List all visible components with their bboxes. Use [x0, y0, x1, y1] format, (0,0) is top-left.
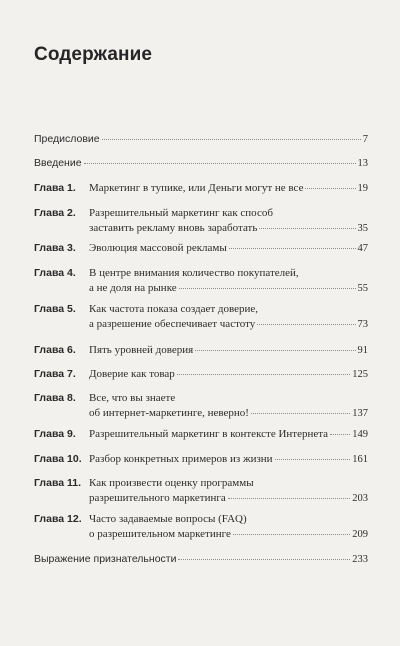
chapter-title-line: Как произвести оценку программы: [89, 477, 254, 489]
chapter-number: Глава 11.: [34, 477, 82, 489]
chapter-number: Глава 10.: [34, 453, 82, 465]
chapter-title-line: а разрешение обеспечивает частоту: [89, 317, 256, 330]
dot-leader: [305, 187, 355, 189]
chapter-title: [89, 476, 368, 506]
dot-leader: [84, 162, 356, 164]
dot-leader: [330, 433, 350, 435]
dot-leader: [233, 533, 350, 535]
dot-leader: [275, 458, 351, 460]
toc-entry-intro[interactable]: [34, 157, 368, 169]
chapter-page: 47: [357, 243, 368, 254]
toc-entry-label: Введение: [34, 157, 82, 169]
chapter-title-line: заставить рекламу вновь заработать: [89, 221, 258, 234]
toc-chapter-entry[interactable]: [34, 391, 368, 421]
chapter-title: [89, 391, 368, 421]
chapter-title-line: В центре внимания количество покупателей,: [89, 267, 299, 279]
chapter-number: Глава 5.: [34, 303, 76, 315]
toc-entry-acknowledgements[interactable]: [34, 553, 368, 565]
chapter-number: Глава 8.: [34, 392, 76, 404]
chapter-title: [89, 427, 368, 443]
chapter-page: 149: [352, 429, 368, 440]
chapter-title: [89, 181, 368, 197]
toc-chapter-entry[interactable]: [34, 302, 368, 332]
chapter-page: 73: [357, 318, 368, 330]
toc-chapter-entry[interactable]: [34, 476, 368, 506]
dot-leader: [102, 138, 361, 140]
chapter-number: Глава 3.: [34, 242, 76, 254]
toc-chapter-entry[interactable]: [34, 241, 368, 257]
chapter-title: [89, 266, 368, 296]
chapter-title: [89, 241, 368, 257]
chapter-title: [89, 302, 368, 332]
toc-entry-page: 13: [357, 158, 368, 169]
chapter-title-line: о разрешительном маркетинге: [89, 527, 231, 540]
dot-leader: [228, 497, 351, 499]
chapter-title-line: Разрешительный маркетинг как способ: [89, 207, 273, 219]
chapter-title-line: Пять уровней доверия: [89, 344, 194, 356]
chapter-title-line: Разрешительный маркетинг в контексте Интернета: [89, 428, 329, 440]
toc-chapter-entry[interactable]: [34, 367, 368, 383]
chapter-number: Глава 12.: [34, 513, 82, 525]
toc-chapter-entry[interactable]: [34, 181, 368, 197]
chapter-page: 19: [357, 183, 368, 194]
page-title: Содержание: [34, 44, 153, 65]
toc-entry-preface[interactable]: [34, 133, 368, 145]
chapter-page: 35: [357, 222, 368, 234]
chapter-title: [89, 206, 368, 236]
toc-chapter-entry[interactable]: [34, 343, 368, 359]
chapter-page: 209: [352, 528, 368, 540]
chapter-title-line: Маркетинг в тупике, или Деньги могут не все: [89, 182, 304, 194]
chapter-number: Глава 4.: [34, 267, 76, 279]
dot-leader: [195, 349, 355, 351]
toc-chapter-entry[interactable]: [34, 452, 368, 468]
toc-chapter-entry[interactable]: [34, 427, 368, 443]
chapter-title: [89, 343, 368, 359]
chapter-title-line: Все, что вы знаете: [89, 392, 176, 404]
chapter-page: 125: [352, 369, 368, 380]
chapter-number: Глава 7.: [34, 368, 76, 380]
dot-leader: [178, 558, 350, 560]
chapter-number: Глава 2.: [34, 207, 76, 219]
chapter-title: [89, 367, 368, 383]
chapter-title-line: Часто задаваемые вопросы (FAQ): [89, 513, 247, 525]
chapter-title-line: Разбор конкретных примеров из жизни: [89, 453, 273, 465]
chapter-page: 91: [357, 345, 368, 356]
toc-entry-label: Выражение признательности: [34, 553, 177, 565]
toc-chapter-entry[interactable]: [34, 512, 368, 542]
chapter-title: [89, 452, 368, 468]
chapter-title-line: Эволюция массовой рекламы: [89, 242, 227, 254]
chapter-title-line: Как частота показа создает доверие,: [89, 303, 259, 315]
chapter-title-line: Доверие как товар: [89, 368, 175, 380]
toc-entry-page: 233: [352, 554, 368, 565]
chapter-title-line: об интернет-маркетинге, неверно!: [89, 406, 249, 419]
chapter-page: 137: [352, 407, 368, 419]
chapter-page: 55: [357, 282, 368, 294]
dot-leader: [177, 373, 350, 375]
toc-entry-label: Предисловие: [34, 133, 100, 145]
chapter-number: Глава 1.: [34, 182, 76, 194]
dot-leader: [251, 412, 350, 414]
dot-leader: [259, 227, 355, 229]
chapter-number: Глава 9.: [34, 428, 76, 440]
toc-entry-page: 7: [362, 134, 368, 145]
chapter-title-line: а не доля на рынке: [89, 281, 177, 294]
toc-chapter-entry[interactable]: [34, 206, 368, 236]
chapter-number: Глава 6.: [34, 344, 76, 356]
dot-leader: [179, 287, 356, 289]
chapter-title: [89, 512, 368, 542]
chapter-title-line: разрешительного маркетинга: [89, 491, 226, 504]
dot-leader: [257, 323, 355, 325]
toc-chapter-entry[interactable]: [34, 266, 368, 296]
dot-leader: [229, 247, 356, 249]
chapter-page: 161: [352, 454, 368, 465]
chapter-page: 203: [352, 492, 368, 504]
